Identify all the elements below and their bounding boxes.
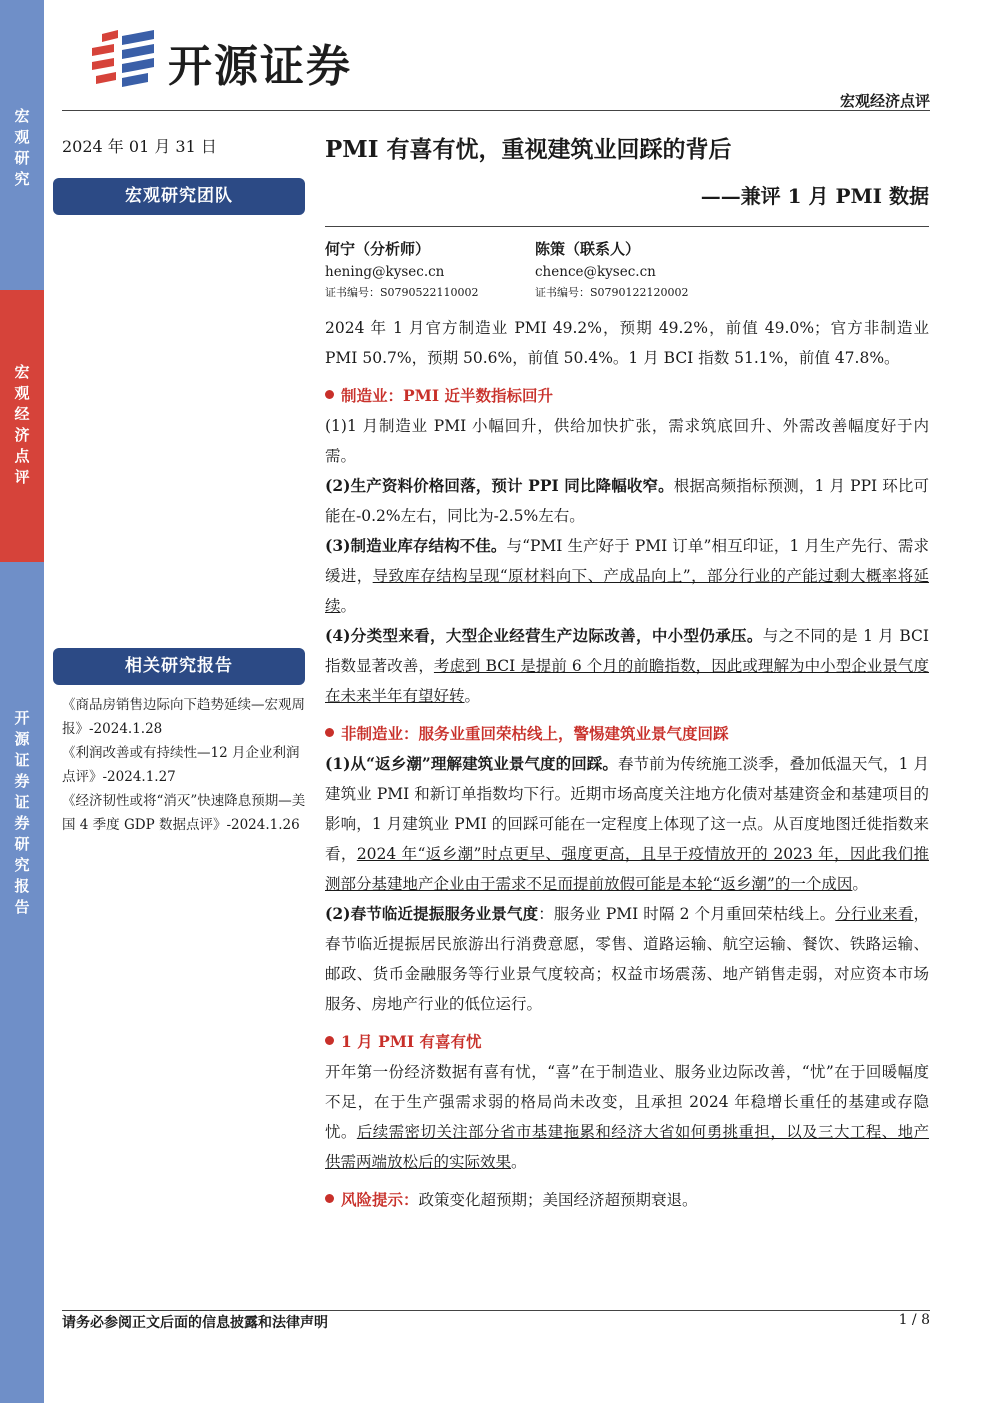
point-end: 。 — [511, 1153, 527, 1171]
side-segment-brand — [0, 562, 44, 1403]
side-segment-macro-research — [0, 0, 44, 290]
logo-mark-icon — [88, 28, 160, 90]
doc-type-label: 宏观经济点评 — [839, 92, 930, 110]
company-logo — [88, 28, 388, 90]
side-strip — [0, 0, 44, 1403]
point-body: 春节前为传统施工淡季，叠加低温天气，1 月建筑业 PMI 和新订单指数均下行。近期市场高度关注地方化债对基建资金和基建项目的影响，1 月建筑业 PMI 的回踩可能在一定程度上体现了这一点。从百度地图迁徙指数来看， — [325, 755, 929, 863]
point-underlined: 分行业来看 — [835, 905, 914, 923]
author-email[interactable]: hening@kysec.cn — [325, 264, 445, 280]
related-reports-list — [62, 693, 306, 837]
author-cert: 证书编号：S0790522110002 — [325, 286, 479, 299]
risk-label: 风险提示： — [341, 1190, 419, 1209]
team-label: 宏观研究团队 — [53, 178, 305, 215]
manufacturing-point-1: (1)1 月制造业 PMI 小幅回升，供给加快扩张，需求筑底回升、外需改善幅度好于内需。 — [325, 417, 929, 465]
section-heading-manufacturing — [325, 381, 929, 411]
point-lead: (2)生产资料价格回落，预计 PPI 同比降幅收窄。 — [325, 476, 674, 495]
related-report-item[interactable]: 《经济韧性或将“消灭”快速降息预期—美国 4 季度 GDP 数据点评》-2024.1.26 — [62, 793, 306, 833]
bullet-dot-icon — [325, 390, 334, 399]
main-content — [325, 130, 929, 1215]
footer-rule — [62, 1310, 930, 1311]
header-rule — [62, 110, 930, 111]
point-lead: (3)制造业库存结构不佳。 — [325, 536, 507, 555]
point-underlined: 2024 年“返乡潮”时点更早、强度更高，且早于疫情放开的 2023 年，因此我们推测部分基建地产企业由于需求不足而提前放假可能是本轮“返乡潮”的一个成因 — [325, 845, 929, 893]
author-name: 何宁（分析师） — [325, 240, 431, 258]
related-report-item[interactable]: 《利润改善或有持续性—12 月企业利润点评》-2024.1.27 — [62, 745, 300, 785]
author-card — [325, 237, 535, 303]
point-end: 。 — [464, 687, 481, 705]
point-underlined: 后续需密切关注部分省市基建拖累和经济大省如何勇挑重担，以及三大工程、地产供需两端放松后的实际效果 — [325, 1123, 929, 1171]
author-email[interactable]: chence@kysec.cn — [535, 264, 656, 280]
point-underlined: 考虑到 BCI 是提前 6 个月的前瞻指数，因此或理解为中小型企业景气度在未来半年有望好转 — [325, 657, 929, 705]
side-label-top: 宏观研究 — [14, 107, 30, 188]
section-heading-non-manufacturing — [325, 719, 929, 749]
section-heading-text: 1 月 PMI 有喜有忧 — [341, 1032, 482, 1051]
bullet-dot-icon — [325, 1194, 334, 1203]
point-body: 开年第一份经济数据有喜有忧，“喜”在于制造业、服务业边际改善，“忧”在于回暖幅度不足，在于生产强需求弱的格局尚未改变，且承担 2024 年稳增长重任的基建或存隐忧。 — [325, 1063, 929, 1141]
non-manufacturing-point-2 — [325, 899, 929, 1019]
author-name: 陈策（联系人） — [535, 240, 641, 258]
section-heading-outlook — [325, 1027, 929, 1057]
manufacturing-point-4 — [325, 621, 929, 711]
section-heading-text: 制造业：PMI 近半数指标回升 — [341, 386, 553, 405]
non-manufacturing-point-1 — [325, 749, 929, 899]
point-lead: (4)分类型来看，大型企业经营生产边际改善，中小型仍承压。 — [325, 626, 763, 645]
related-reports-heading: 相关研究报告 — [53, 648, 305, 685]
logo-text: 开源证券 — [168, 41, 352, 92]
manufacturing-point-2 — [325, 471, 929, 531]
point-body: ：服务业 PMI 时隔 2 个月重回荣枯线上。 — [538, 905, 836, 923]
point-lead: (1)从“返乡潮”理解建筑业景气度的回踩。 — [325, 754, 618, 773]
risk-text: 政策变化超预期；美国经济超预期衰退。 — [418, 1191, 698, 1209]
point-underlined: 导致库存结构呈现“原材料向下、产成品向上”，部分行业的产能过剩大概率将延续 — [325, 567, 929, 615]
risk-warning — [325, 1185, 929, 1215]
report-title: PMI 有喜有忧，重视建筑业回踩的背后 — [325, 136, 732, 163]
title-rule — [325, 226, 929, 227]
author-cert: 证书编号：S0790122120002 — [535, 286, 689, 299]
point-body: 与之不同的是 1 月 BCI 指数显著改善， — [325, 627, 929, 675]
bullet-dot-icon — [325, 1036, 334, 1045]
point-end: 。 — [340, 597, 357, 615]
report-subtitle: ——兼评 1 月 PMI 数据 — [700, 184, 929, 208]
authors — [325, 237, 929, 303]
section-heading-text: 非制造业：服务业重回荣枯线上，警惕建筑业景气度回踩 — [341, 724, 729, 743]
side-label-bottom: 开源证券 证券研究报告 — [14, 709, 30, 916]
point-end: 。 — [852, 875, 868, 893]
side-label-mid: 宏观经济点评 — [14, 363, 30, 486]
point-body: 根据高频指标预测，1 月 PPI 环比可能在-0.2%左右，同比为-2.5%左右。 — [325, 477, 929, 525]
point-body: ，春节临近提振居民旅游出行消费意愿，零售、道路运输、航空运输、餐饮、铁路运输、邮政、货币金融服务等行业景气度较高；权益市场震荡、地产销售走弱，对应资本市场服务、房地产行业的低位运行。 — [325, 905, 929, 1013]
related-report-item[interactable]: 《商品房销售边际向下趋势延续—宏观周报》-2024.1.28 — [62, 697, 305, 737]
report-date: 2024 年 01 月 31 日 — [62, 137, 217, 156]
bullet-dot-icon — [325, 728, 334, 737]
outlook-paragraph — [325, 1057, 929, 1177]
point-body: 与“PMI 生产好于 PMI 订单”相互印证，1 月生产先行、需求缓进， — [325, 537, 929, 585]
author-card — [535, 237, 745, 303]
summary-paragraph: 2024 年 1 月官方制造业 PMI 49.2%，预期 49.2%，前值 49.0%；官方非制造业 PMI 50.7%，预期 50.6%，前值 50.4%。1 月 BCI 指数 51.1%，前值 47.8%。 — [325, 319, 929, 367]
manufacturing-point-3 — [325, 531, 929, 621]
side-segment-macro-commentary — [0, 290, 44, 562]
footer-disclaimer: 请务必参阅正文后面的信息披露和法律声明 — [62, 1315, 328, 1331]
page-number: 1 / 8 — [898, 1312, 930, 1328]
point-lead: (2)春节临近提振服务业景气度 — [325, 904, 539, 923]
